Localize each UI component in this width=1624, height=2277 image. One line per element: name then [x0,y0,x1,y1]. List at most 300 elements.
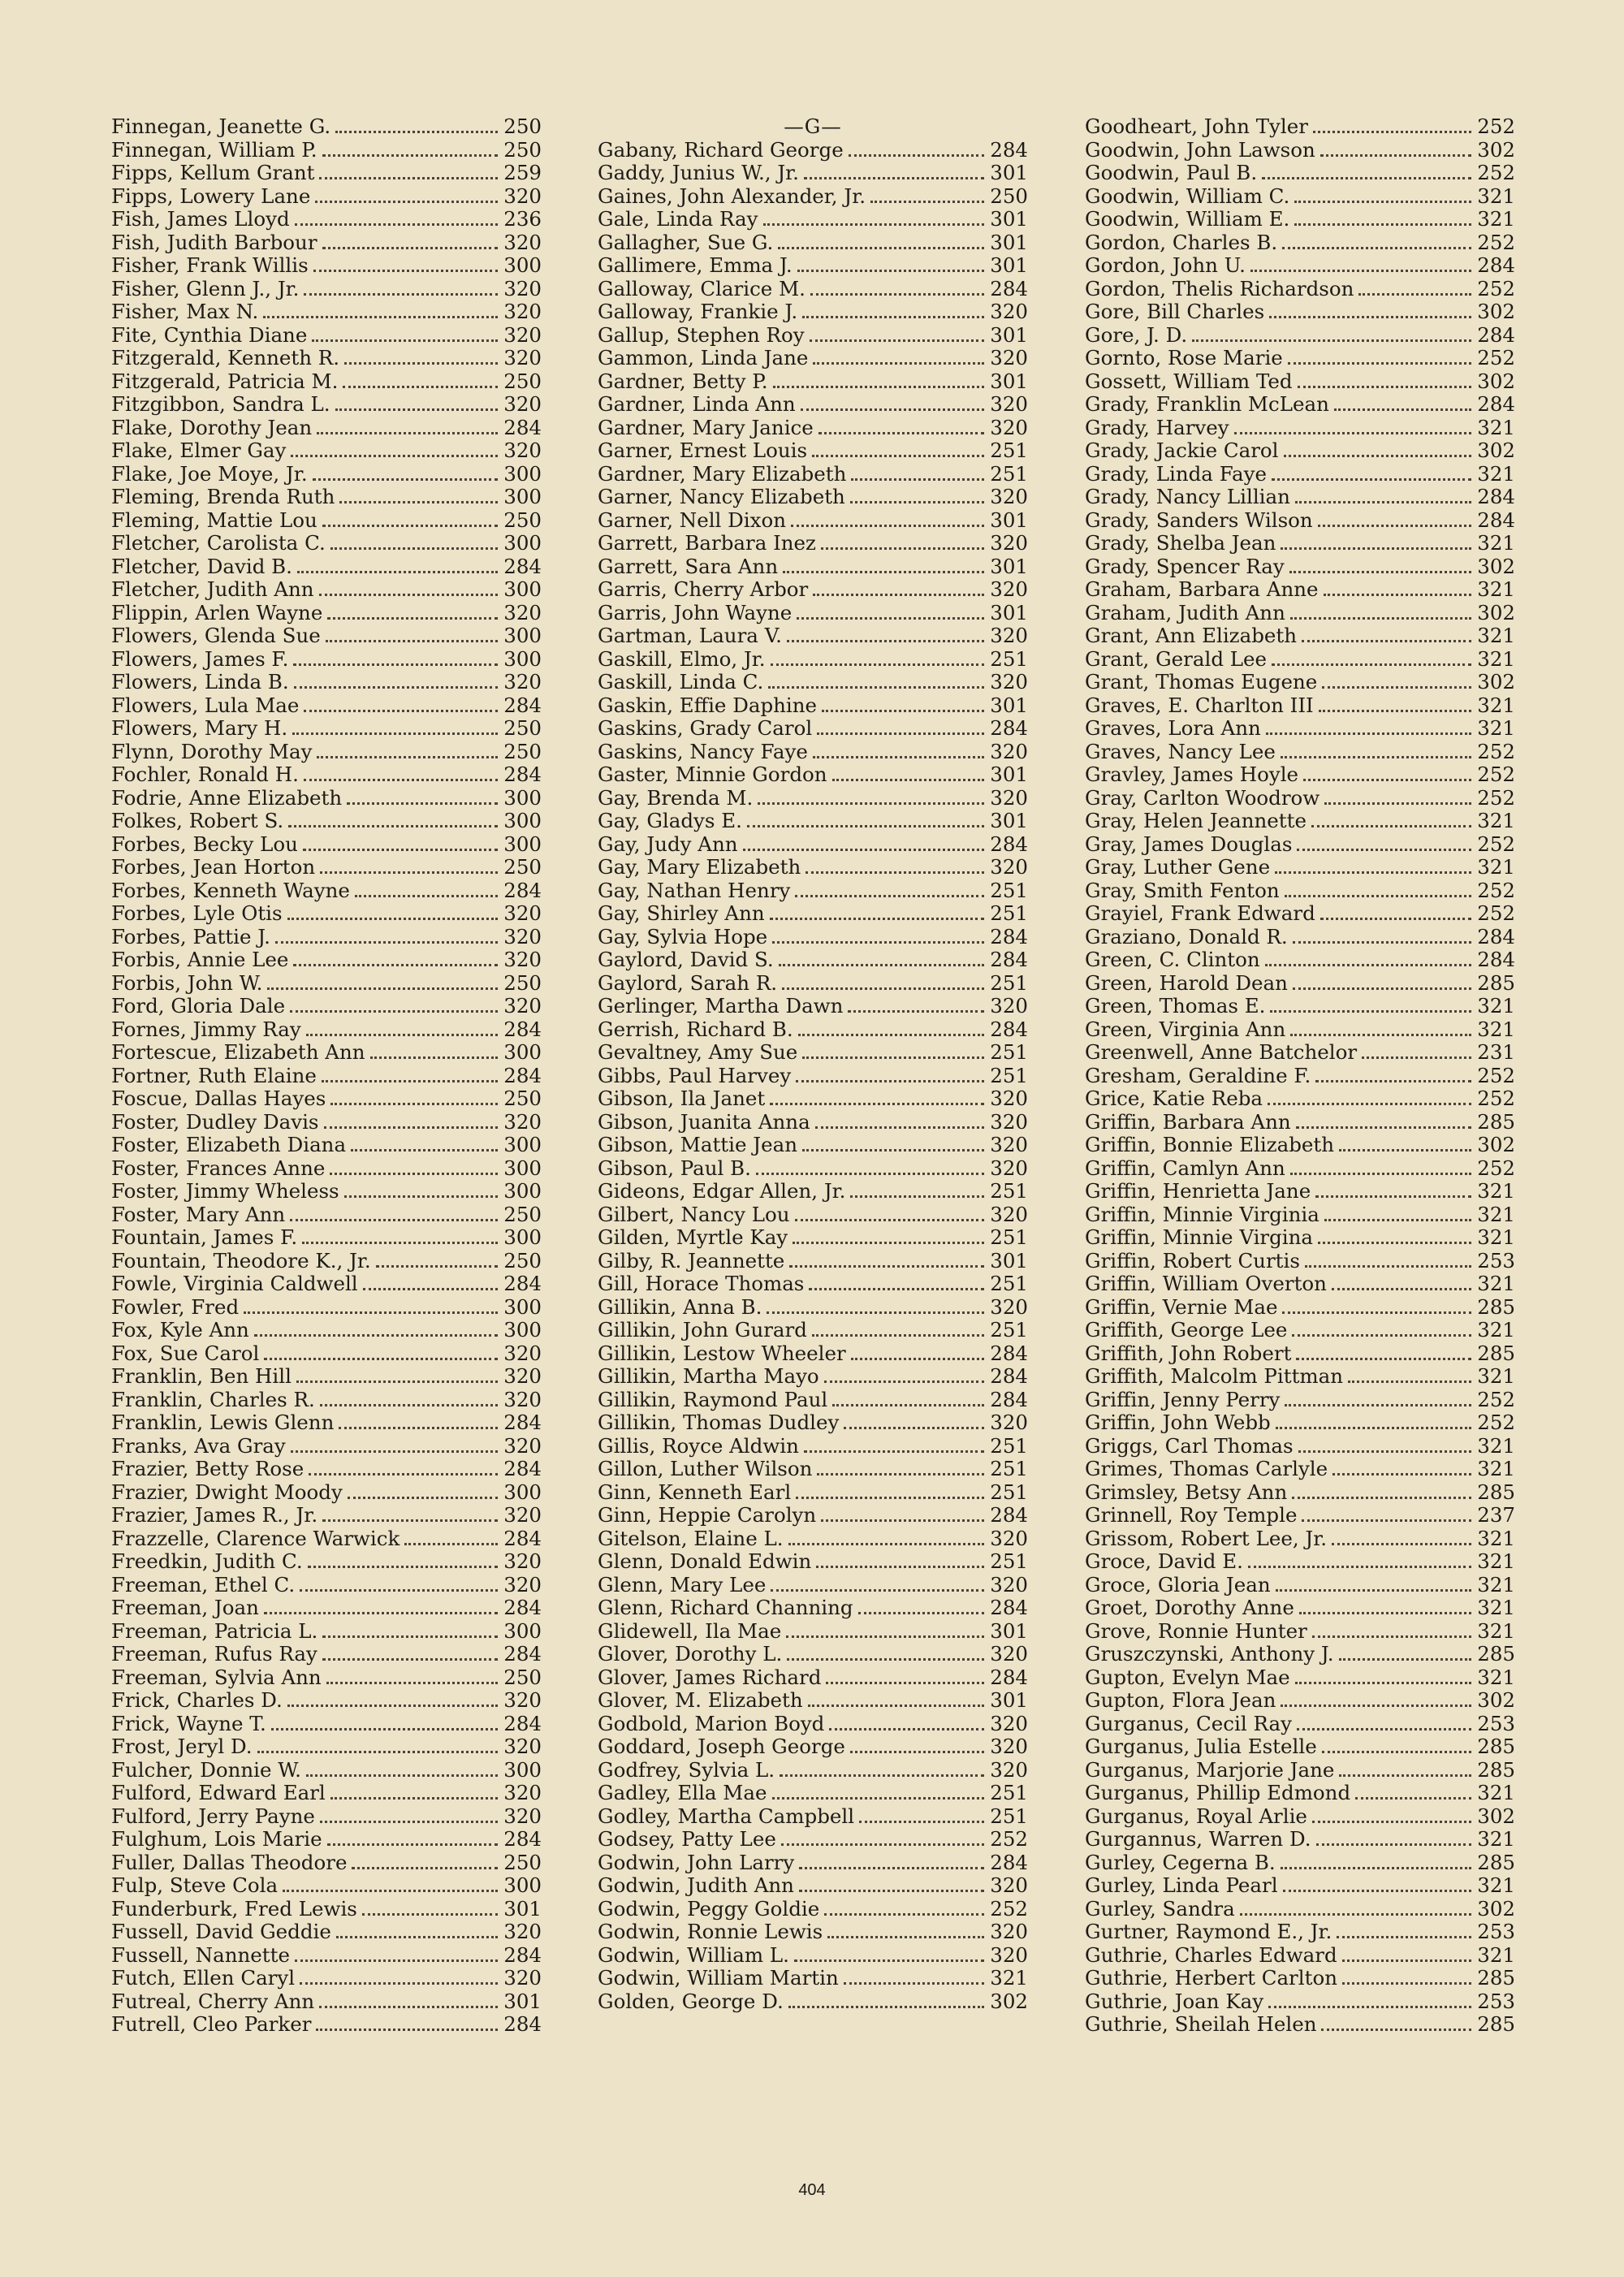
entry-name: Gardner, Linda Ann [598,392,796,416]
entry-name: Grove, Ronnie Hunter [1085,1618,1307,1643]
index-entry [1085,833,1515,857]
index-entry [1085,1041,1515,1065]
entry-page-number: 321 [1477,1549,1515,1573]
index-entry [111,393,542,417]
entry-page-number: 251 [990,1433,1028,1458]
dot-leader [322,154,498,157]
dot-leader [291,455,498,457]
index-entry [111,902,542,926]
dot-leader [322,1635,498,1638]
entry-name: Galloway, Clarice M. [598,276,806,300]
dot-leader [808,1705,984,1707]
entry-name: Godwin, Judith Ann [598,1873,794,1897]
index-entry [111,1689,542,1713]
index-entry [111,1805,542,1829]
entry-page-number: 321 [1477,1873,1515,1897]
entry-page-number: 285 [1477,970,1515,995]
entry-page-number: 320 [503,1572,542,1596]
dot-leader [827,1936,984,1938]
index-entry [111,879,542,903]
entry-page-number: 321 [1477,1942,1515,1967]
entry-page-number: 302 [1477,670,1515,693]
entry-page-number: 321 [1477,207,1515,231]
dot-leader [743,849,984,851]
entry-name: Gaskill, Elmo, Jr. [598,646,766,671]
dot-leader [802,1149,984,1151]
entry-page-number: 284 [503,1063,542,1087]
dot-leader [1276,1427,1471,1429]
entry-page-number: 302 [990,1989,1028,2013]
entry-page-number: 285 [1477,1642,1515,1666]
index-entry [111,763,542,787]
dot-leader [817,732,984,735]
index-entry [598,1643,1028,1666]
entry-name: Fussell, David Geddie [111,1920,331,1943]
index-entry [1085,1550,1515,1574]
entry-page-number: 252 [1477,276,1515,300]
dot-leader [798,1034,984,1036]
entry-page-number: 301 [990,508,1028,532]
dot-leader [1302,1519,1471,1522]
index-entry [598,1481,1028,1505]
index-entry [1085,463,1515,486]
entry-page-number: 321 [1477,415,1515,439]
index-entry [111,1157,542,1181]
entry-name: Gay, Gladys E. [598,809,742,832]
entry-name: Gurley, Sandra [1085,1896,1235,1921]
dot-leader [335,408,498,411]
entry-page-number: 252 [1477,161,1515,184]
entry-name: Grinnell, Roy Temple [1085,1503,1298,1527]
dot-leader [1282,1311,1471,1314]
entry-name: Gibson, Paul B. [598,1156,751,1180]
index-column-1 [111,115,542,2037]
entry-name: Fussell, Nannette [111,1942,290,1967]
entry-name: Gurley, Cegerna B. [1085,1850,1276,1874]
entry-name: Fulp, Steve Cola [111,1873,279,1897]
index-entry [598,1226,1028,1250]
entry-page-number: 321 [1477,809,1515,832]
entry-page-number: 302 [1477,137,1515,162]
dot-leader [339,1427,498,1429]
dot-leader [1298,1450,1471,1453]
entry-name: Grissom, Robert Lee, Jr. [1085,1526,1328,1550]
dot-leader [294,686,498,689]
dot-leader [1248,1566,1471,1568]
entry-page-number: 284 [503,1827,542,1851]
entry-name: Gruszczynski, Anthony J. [1085,1642,1334,1666]
index-entry [1085,1411,1515,1435]
dot-leader [824,1913,984,1916]
index-entry [111,1272,542,1296]
index-entry [598,532,1028,555]
dot-leader [797,617,984,620]
entry-name: Frazier, Dwight Moody [111,1480,343,1504]
entry-page-number: 252 [1477,878,1515,902]
dot-leader [826,1682,984,1684]
entry-name: Gillikin, Raymond Paul [598,1387,828,1411]
entry-name: Godley, Martha Campbell [598,1804,855,1828]
dot-leader [813,362,984,365]
entry-name: Griffin, Bonnie Elizabeth [1085,1133,1335,1156]
entry-name: Gilbert, Nancy Lou [598,1202,790,1226]
index-entry [111,1921,542,1944]
dot-leader [815,1126,984,1129]
entry-name: Fleming, Mattie Lou [111,508,317,532]
index-entry [1085,393,1515,417]
entry-name: Fisher, Max N. [111,300,259,323]
index-entry [1085,1111,1515,1134]
index-entry [111,439,542,463]
entry-page-number: 285 [1477,2012,1515,2036]
dot-leader [802,1056,984,1059]
index-entry [111,602,542,625]
entry-name: Gilby, R. Jeannette [598,1248,785,1272]
dot-leader [327,617,498,620]
entry-page-number: 320 [990,1294,1028,1319]
entry-page-number: 320 [990,1202,1028,1226]
index-entry [111,1041,542,1065]
index-entry [111,1713,542,1736]
dot-leader [770,1103,984,1105]
entry-name: Gaylord, David S. [598,948,774,971]
entry-name: Griffin, Robert Curtis [1085,1248,1300,1272]
index-entry [111,1203,542,1227]
index-entry [598,1041,1028,1065]
dot-leader [264,1358,498,1360]
entry-page-number: 302 [1477,554,1515,578]
dot-leader [322,1080,498,1082]
dot-leader [313,270,498,272]
entry-name: Fuller, Dallas Theodore [111,1850,348,1874]
index-entry [598,578,1028,602]
entry-name: Freeman, Ethel C. [111,1572,296,1596]
index-entry [1085,995,1515,1018]
entry-name: Gay, Sylvia Hope [598,924,768,948]
index-entry [1085,1898,1515,1921]
entry-name: Guthrie, Sheilah Helen [1085,2012,1317,2036]
entry-name: Gurganus, Julia Estelle [1085,1735,1317,1758]
entry-page-number: 251 [990,439,1028,462]
dot-leader [832,1404,984,1406]
entry-page-number: 251 [990,1040,1028,1064]
entry-name: Gillikin, Martha Mayo [598,1364,819,1388]
entry-page-number: 320 [990,855,1028,879]
entry-page-number: 251 [990,1549,1028,1573]
entry-name: Gill, Horace Thomas [598,1272,805,1295]
dot-leader [795,895,984,897]
entry-page-number: 231 [1477,1040,1515,1064]
dot-leader [822,710,984,712]
entry-page-number: 320 [990,1109,1028,1134]
entry-name: Fitzgerald, Patricia M. [111,369,339,393]
entry-page-number: 284 [990,137,1028,162]
dot-leader [1281,547,1471,550]
entry-name: Garner, Nancy Elizabeth [598,485,845,508]
dot-leader [293,964,498,966]
dot-leader [313,478,498,481]
index-entry [111,1134,542,1157]
dot-leader [797,270,984,272]
index-entry [598,231,1028,255]
entry-name: Fulghum, Lois Marie [111,1827,322,1851]
entry-name: Fochler, Ronald H. [111,763,299,786]
dot-leader [1332,1473,1471,1476]
dot-leader [336,1936,498,1938]
index-entry [111,1898,542,1921]
dot-leader [1293,941,1471,944]
entry-page-number: 320 [990,485,1028,508]
dot-leader [293,663,498,666]
entry-page-number: 251 [990,1781,1028,1804]
dot-leader [322,247,498,249]
entry-name: Flake, Joe Moye, Jr. [111,461,308,486]
dot-leader [1266,732,1471,735]
entry-page-number: 284 [503,763,542,786]
index-entry [598,948,1028,972]
index-entry [111,1342,542,1366]
dot-leader [1303,779,1471,781]
index-entry [1085,509,1515,533]
entry-page-number: 301 [990,809,1028,832]
dot-leader [376,1265,498,1268]
index-entry [111,1226,542,1250]
entry-name: Gardner, Betty P. [598,369,768,393]
entry-page-number: 320 [990,1873,1028,1897]
dot-leader [264,1612,498,1614]
entry-name: Gillikin, Lestow Wheeler [598,1341,846,1365]
index-entry [598,1272,1028,1296]
dot-leader [404,1543,498,1545]
dot-leader [1272,478,1471,481]
entry-page-number: 320 [503,994,542,1018]
dot-leader [1294,201,1471,203]
entry-page-number: 252 [1477,1387,1515,1411]
dot-leader [290,1010,498,1013]
index-entry [111,671,542,694]
index-entry [111,1759,542,1782]
index-entry [1085,254,1515,278]
entry-page-number: 284 [503,693,542,717]
index-entry [111,1828,542,1851]
dot-leader [1281,1705,1471,1707]
entry-page-number: 300 [503,485,542,508]
index-entry [111,2013,542,2037]
dot-leader [320,871,498,874]
entry-page-number: 320 [503,300,542,323]
index-entry [111,254,542,278]
index-entry [598,486,1028,509]
entry-page-number: 301 [990,322,1028,347]
entry-page-number: 321 [1477,1017,1515,1041]
dot-leader [794,1959,984,1962]
entry-name: Green, Harold Dean [1085,970,1288,995]
entry-name: Gay, Shirley Ann [598,901,765,925]
entry-page-number: 250 [503,716,542,740]
entry-name: Gurganus, Marjorie Jane [1085,1757,1335,1782]
entry-page-number: 321 [1477,1781,1515,1804]
entry-name: Foster, Jimmy Wheless [111,1179,339,1203]
index-entry [598,300,1028,324]
entry-page-number: 284 [1477,948,1515,971]
entry-page-number: 300 [503,832,542,856]
entry-name: Griffin, Minnie Virgina [1085,1225,1314,1249]
entry-page-number: 284 [503,1272,542,1295]
dot-leader [1262,177,1471,179]
dot-leader [821,547,984,550]
entry-page-number: 284 [990,276,1028,300]
index-entry [1085,1735,1515,1759]
entry-page-number: 320 [503,1433,542,1458]
index-entry [598,671,1028,694]
entry-page-number: 284 [990,1596,1028,1619]
entry-name: Godwin, John Larry [598,1850,795,1874]
entry-page-number: 284 [503,878,542,902]
dot-leader [1339,1149,1471,1151]
entry-page-number: 320 [503,600,542,624]
index-entry [1085,1087,1515,1111]
dot-leader [1342,1959,1471,1962]
entry-page-number: 252 [1477,1063,1515,1087]
index-entry [111,1782,542,1805]
entry-name: Gurgannus, Warren D. [1085,1827,1311,1851]
entry-name: Fox, Sue Carol [111,1341,260,1365]
entry-name: Flowers, Lula Mae [111,693,300,717]
dot-leader [796,1080,984,1082]
dot-leader [812,455,984,457]
entry-name: Garris, Cherry Arbor [598,577,809,601]
index-entry [1085,1319,1515,1342]
entry-name: Gay, Nathan Henry [598,878,791,902]
entry-page-number: 300 [503,1225,542,1249]
entry-page-number: 251 [990,1225,1028,1249]
index-entry [1085,1389,1515,1412]
dot-leader [832,779,984,781]
dot-leader [1322,1751,1471,1753]
entry-page-number: 321 [1477,1272,1515,1295]
entry-name: Ginn, Heppie Carolyn [598,1503,817,1527]
index-entry [1085,1157,1515,1181]
entry-name: Green, C. Clinton [1085,948,1260,971]
index-entry [1085,1574,1515,1597]
entry-name: Flake, Dorothy Jean [111,415,313,439]
entry-name: Guthrie, Joan Kay [1085,1989,1264,2013]
index-entry [598,995,1028,1018]
entry-name: Fleming, Brenda Ruth [111,485,335,508]
index-entry [111,463,542,486]
entry-name: Gaster, Minnie Gordon [598,763,827,786]
entry-page-number: 250 [503,1665,542,1689]
dot-leader [330,1173,498,1175]
index-entry [111,300,542,324]
dot-leader [1318,1242,1471,1244]
index-entry [1085,1620,1515,1644]
dot-leader [1324,594,1471,596]
index-entry [111,278,542,301]
entry-name: Griffin, Vernie Mae [1085,1294,1278,1319]
dot-leader [330,1103,498,1105]
index-entry [111,1111,542,1134]
entry-page-number: 250 [503,1087,542,1110]
index-entry [111,948,542,972]
entry-page-number: 285 [1477,1757,1515,1782]
dot-leader [319,594,498,596]
index-entry [598,902,1028,926]
entry-page-number: 302 [1477,439,1515,462]
index-entry [1085,555,1515,579]
index-entry [111,717,542,741]
entry-name: Glenn, Richard Channing [598,1596,853,1619]
dot-leader [1334,408,1471,411]
entry-name: Grimsley, Betsy Ann [1085,1480,1288,1504]
entry-page-number: 252 [1477,346,1515,369]
dot-leader [810,339,984,342]
entry-name: Gornto, Rose Marie [1085,346,1283,369]
dot-leader [781,1843,984,1846]
entry-page-number: 300 [503,1179,542,1203]
entry-page-number: 284 [503,1596,542,1619]
entry-name: Goodwin, John Lawson [1085,137,1315,162]
entry-page-number: 300 [503,785,542,810]
index-entry [598,463,1028,486]
entry-page-number: 301 [503,1989,542,2013]
dot-leader [799,1867,984,1869]
entry-page-number: 284 [1477,253,1515,277]
entry-name: Gevaltney, Amy Sue [598,1040,798,1064]
dot-leader [1268,2006,1471,2008]
entry-page-number: 300 [503,646,542,671]
dot-leader [352,1867,498,1869]
entry-page-number: 250 [503,1202,542,1226]
dot-leader [767,1311,984,1314]
entry-page-number: 320 [990,346,1028,369]
entry-page-number: 320 [990,1757,1028,1782]
entry-name: Graham, Barbara Anne [1085,577,1319,601]
index-entry [598,1874,1028,1898]
index-entry [1085,324,1515,348]
entry-name: Frick, Charles D. [111,1688,283,1712]
entry-page-number: 284 [503,2012,542,2036]
index-entry [1085,1759,1515,1782]
dot-leader [1288,362,1471,365]
dot-leader [322,1658,498,1661]
index-entry [1085,926,1515,949]
entry-page-number: 320 [503,1966,542,1990]
entry-page-number: 321 [1477,855,1515,879]
entry-name: Gibson, Juanita Anna [598,1109,810,1134]
dot-leader [818,432,984,434]
entry-name: Gupton, Flora Jean [1085,1688,1276,1712]
dot-leader [320,1821,498,1823]
dot-leader [1332,1288,1471,1290]
entry-name: Foster, Dudley Davis [111,1109,319,1134]
index-entry [598,741,1028,764]
entry-page-number: 284 [1477,924,1515,948]
entry-page-number: 284 [990,832,1028,856]
index-entry [1085,1944,1515,1968]
entry-page-number: 321 [990,1966,1028,1990]
dot-leader [344,1195,498,1198]
index-entry [1085,486,1515,509]
entry-name: Flake, Elmer Gay [111,439,287,462]
dot-leader [1337,1936,1471,1938]
entry-name: Graves, Nancy Lee [1085,739,1276,763]
index-entry [598,833,1028,857]
index-entry [1085,162,1515,185]
entry-page-number: 302 [1477,600,1515,624]
entry-page-number: 301 [990,369,1028,393]
index-entry [111,1851,542,1875]
